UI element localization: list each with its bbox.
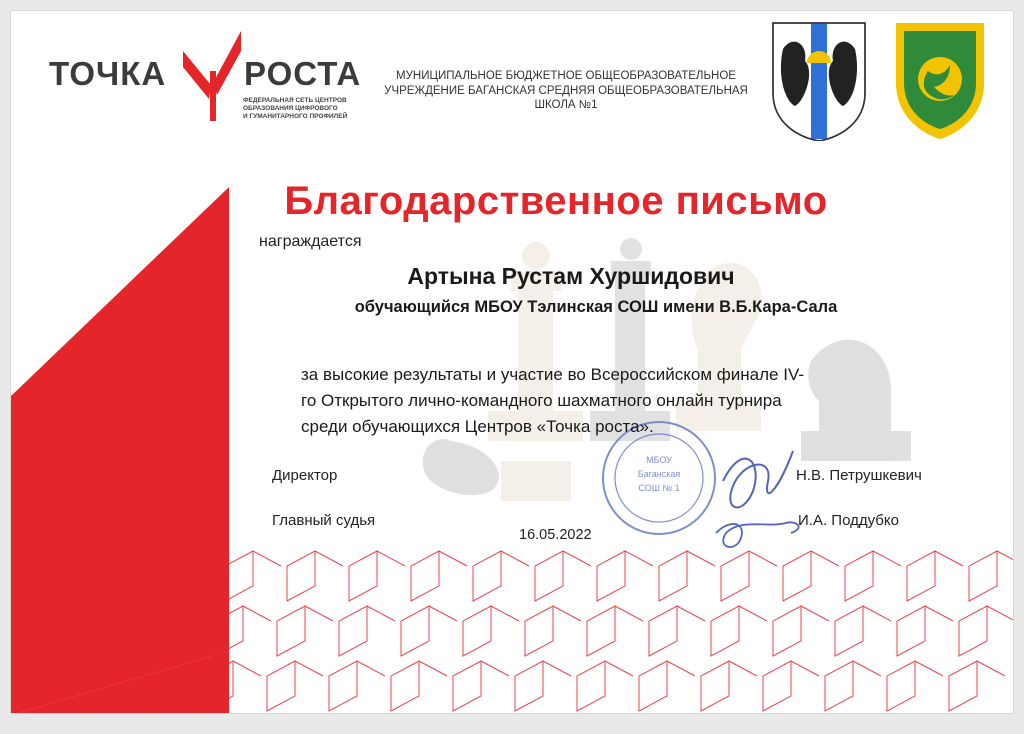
signature-role-director: Директор	[272, 467, 338, 484]
reason-line: за высокие результаты и участие во Всероссийском финале IV-	[301, 365, 805, 384]
logo-word-left: ТОЧКА	[49, 55, 167, 92]
stamp-text-line-1: МБОУ	[646, 455, 672, 465]
logo-subtitle: ФЕДЕРАЛЬНАЯ СЕТЬ ЦЕНТРОВ ОБРАЗОВАНИЯ ЦИФРОВОГО И ГУМАНИТАРНОГО ПРОФИЛЕЙ	[243, 97, 348, 120]
judge-signature	[716, 522, 799, 547]
reason-line: среди обучающихся Центров «Точка роста».	[301, 417, 654, 436]
stamp-text-line-3: СОШ № 1	[638, 483, 680, 493]
red-triangle-shape	[11, 187, 229, 714]
award-reason	[301, 362, 941, 440]
regional-coat-of-arms-icon	[769, 19, 869, 141]
issue-date: 16.05.2022	[519, 527, 592, 543]
school-header: МУНИЦИПАЛЬНОЕ БЮДЖЕТНОЕ ОБЩЕОБРАЗОВАТЕЛЬНОЕ УЧРЕЖДЕНИЕ БАГАНСКАЯ СРЕДНЯЯ ОБЩЕОБРАЗОВАТЕЛЬНАЯ ШКОЛА №1	[384, 70, 748, 111]
certificate-title: Благодарственное письмо	[284, 179, 828, 223]
director-signature	[723, 451, 793, 507]
district-coat-of-arms-icon	[894, 21, 986, 139]
signature-name-judge: И.А. Поддубко	[798, 512, 899, 529]
logo-mark-icon	[179, 21, 241, 121]
reason-line: го Открытого лично-командного шахматного онлайн турнира	[301, 391, 782, 410]
logo-word-right: РОСТА	[244, 55, 362, 92]
signature-name-director: Н.В. Петрушкевич	[796, 467, 922, 484]
recipient-info: обучающийся МБОУ Тэлинская СОШ имени В.Б.Кара-Сала	[354, 298, 838, 316]
certificate-page	[10, 10, 1014, 714]
award-label: награждается	[259, 233, 362, 250]
stamp-text-line-2: Баганская	[637, 469, 681, 479]
recipient-name: Артына Рустам Хуршидович	[407, 263, 735, 289]
signature-role-judge: Главный судья	[272, 512, 376, 529]
